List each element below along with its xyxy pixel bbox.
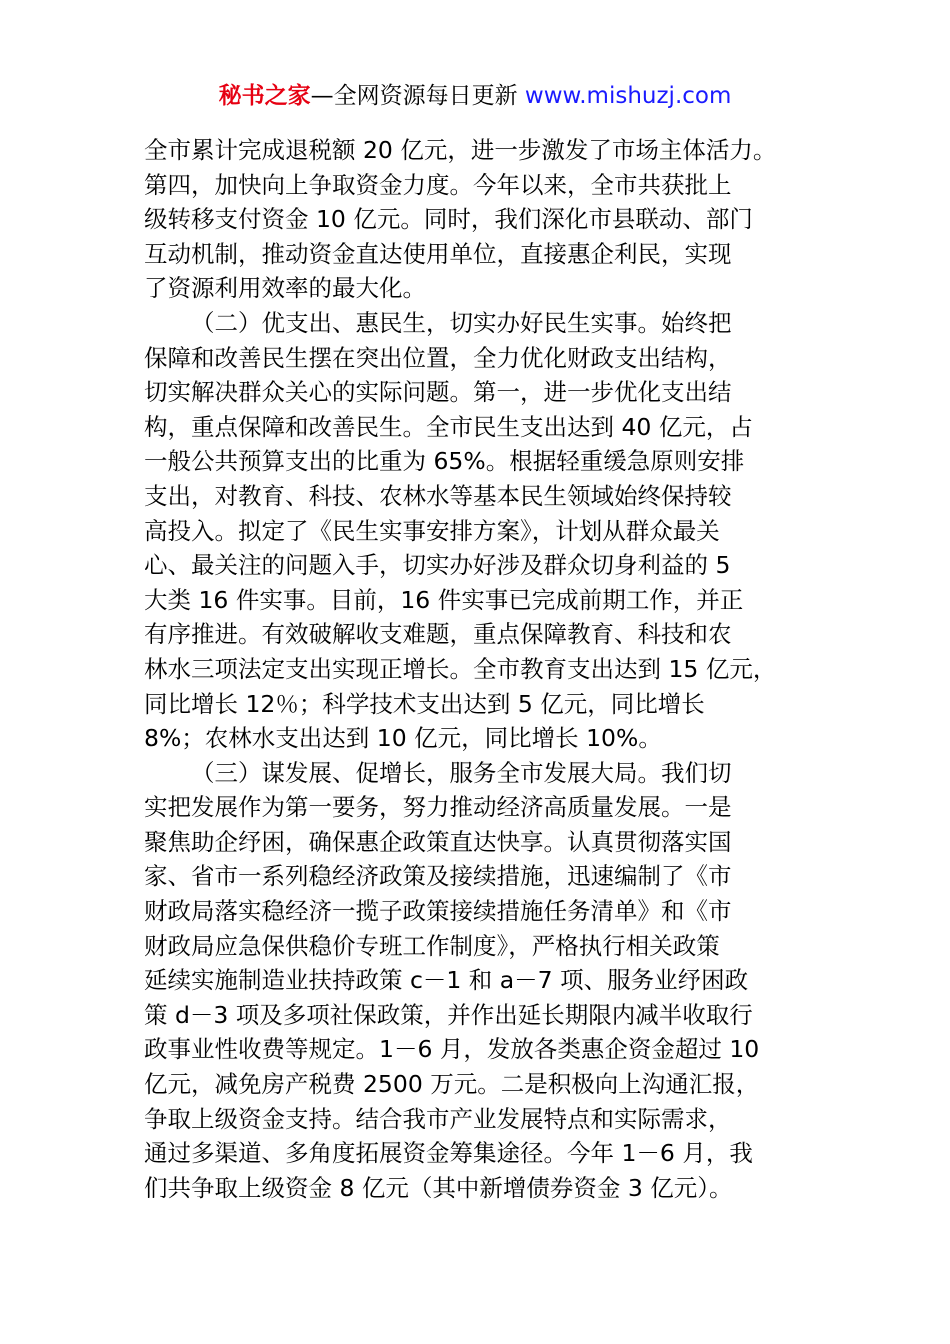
header-tagline: —全网资源每日更新 (310, 83, 525, 109)
brand-name: 秘书之家 (218, 83, 311, 109)
page-header (0, 80, 950, 112)
text-line: 构，重点保障和改善民生。全市民生支出达到 40 亿元，占 (144, 412, 753, 441)
paragraph-start-line: （三）谋发展、促增长，服务全市发展大局。我们切 (191, 758, 732, 787)
document-body (144, 133, 824, 1205)
text-line: 大类 16 件实事。目前，16 件实事已完成前期工作，并正 (144, 585, 744, 614)
text-line: 延续实施制造业扶持政策 c－1 和 a－7 项、服务业纾困政 (144, 966, 749, 995)
paragraph-start-line: （二）优支出、惠民生，切实办好民生实事。始终把 (191, 308, 732, 337)
text-line: 了资源利用效率的最大化。 (144, 274, 426, 303)
text-line: 全市累计完成退税额 20 亿元，进一步激发了市场主体活力。 (144, 136, 777, 164)
text-line: 政事业性收费等规定。1－6 月，发放各类惠企资金超过 10 (144, 1035, 760, 1064)
text-line: 家、省市一系列稳经济政策及接续措施，迅速编制了《市 (144, 862, 732, 891)
text-line: 有序推进。有效破解收支难题，重点保障教育、科技和农 (144, 620, 732, 649)
text-line: 心、最关注的问题入手，切实办好涉及群众切身利益的 5 (144, 551, 731, 580)
text-line: 切实解决群众关心的实际问题。第一，进一步优化支出结 (144, 378, 732, 407)
text-line: 高投入。拟定了《民生实事安排方案》，计划从群众最关 (144, 516, 720, 545)
text-line: 8%；农林水支出达到 10 亿元，同比增长 10%。 (144, 724, 662, 753)
text-line: 同比增长 12％；科学技术支出达到 5 亿元，同比增长 (144, 689, 705, 718)
text-line: 林水三项法定支出实现正增长。全市教育支出达到 15 亿元， (144, 654, 777, 683)
text-line: 实把发展作为第一要务，努力推动经济高质量发展。一是 (144, 793, 732, 822)
site-url-link[interactable]: www.mishuzj.com (524, 83, 732, 109)
text-line: 财政局落实稳经济一揽子政策接续措施任务清单》和《市 (144, 897, 732, 926)
text-line: 级转移支付资金 10 亿元。同时，我们深化市县联动、部门 (144, 205, 753, 234)
text-line: 一般公共预算支出的比重为 65%。根据轻重缓急原则安排 (144, 447, 745, 476)
text-line: 支出，对教育、科技、农林水等基本民生领域始终保持较 (144, 481, 732, 510)
text-line: 亿元，减免房产税费 2500 万元。二是积极向上沟通汇报， (144, 1070, 760, 1099)
text-line: 互动机制，推动资金直达使用单位，直接惠企利民，实现 (144, 239, 732, 268)
text-line: 聚焦助企纾困，确保惠企政策直达快享。认真贯彻落实国 (144, 827, 732, 856)
text-line: 争取上级资金支持。结合我市产业发展特点和实际需求， (144, 1104, 732, 1133)
text-line: 策 d－3 项及多项社保政策，并作出延长期限内减半收取行 (144, 1000, 753, 1029)
text-line: 通过多渠道、多角度拓展资金筹集途径。今年 1－6 月，我 (144, 1139, 753, 1168)
text-line: 们共争取上级资金 8 亿元（其中新增债券资金 3 亿元）。 (144, 1173, 733, 1202)
text-line: 第四，加快向上争取资金力度。今年以来，全市共获批上 (144, 170, 732, 199)
text-line: 保障和改善民生摆在突出位置，全力优化财政支出结构， (144, 343, 732, 372)
text-line: 财政局应急保供稳价专班工作制度》，严格执行相关政策 (144, 931, 720, 960)
